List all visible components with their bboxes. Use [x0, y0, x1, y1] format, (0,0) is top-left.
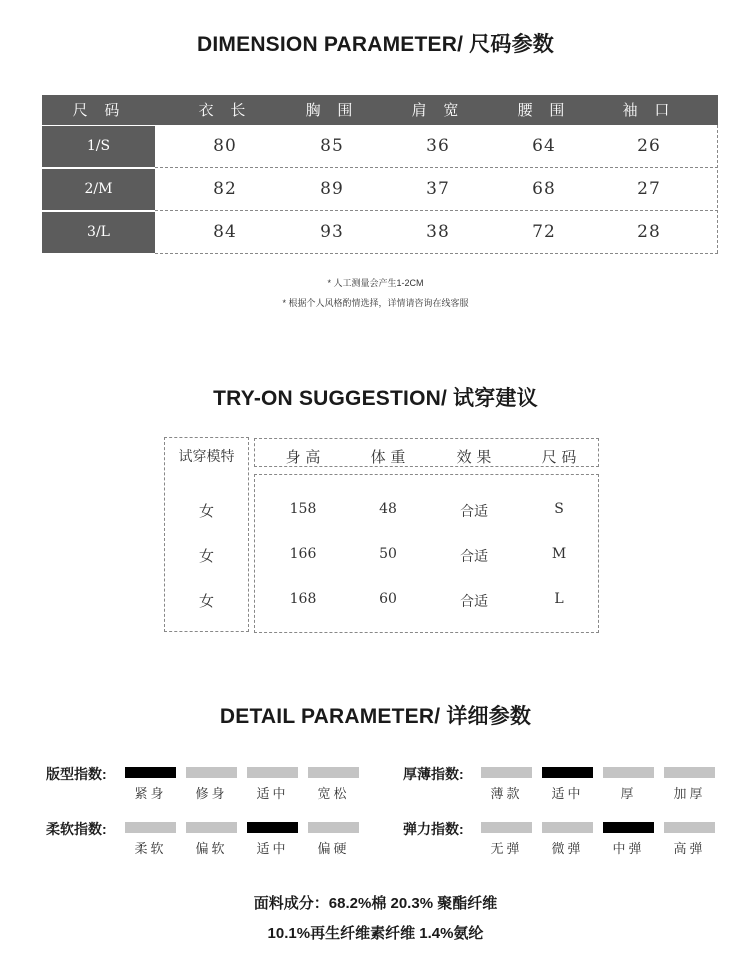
level-option-label: 无弹: [490, 841, 523, 856]
tryon-height-cell: 168: [289, 591, 317, 607]
tryon-header-cell: 效 果: [456, 448, 492, 466]
tryon-model-cell: 女: [198, 502, 214, 520]
level-bar: [186, 767, 237, 778]
tryon-height-cell: 166: [289, 546, 317, 562]
level-bar: [481, 822, 532, 833]
tryon-model-cell: 女: [198, 547, 214, 565]
level-bar: [542, 822, 593, 833]
level-bar: [247, 767, 298, 778]
tryon-size-cell: M: [551, 546, 567, 562]
dimension-header-cell: 腰 围: [517, 101, 571, 119]
dimension-value: 80: [213, 136, 237, 156]
tryon-weight-cell: 48: [379, 501, 397, 517]
level-bar: [186, 822, 237, 833]
tryon-effect-cell: 合适: [460, 594, 488, 610]
level-bar: [664, 822, 715, 833]
level-option-label: 修身: [195, 786, 228, 801]
fabric-composition-line2: 10.1%再生纤维素纤维 1.4%氨纶: [267, 925, 484, 942]
level-option-label: 柔软: [134, 841, 167, 856]
tryon-title: TRY-ON SUGGESTION/ 试穿建议: [213, 387, 538, 410]
level-option-label: 加厚: [673, 786, 706, 801]
level-bar-selected: [247, 822, 298, 833]
detail-title: DETAIL PARAMETER/ 详细参数: [219, 705, 532, 728]
dimension-value: 89: [320, 179, 344, 199]
tryon-size-cell: S: [554, 501, 564, 517]
level-option-label: 厚: [620, 786, 637, 801]
dimension-title: DIMENSION PARAMETER/ 尺码参数: [197, 33, 554, 56]
level-bar: [308, 767, 359, 778]
tryon-weight-cell: 50: [379, 546, 397, 562]
tryon-effect-cell: 合适: [460, 504, 488, 520]
dimension-header-row: [42, 95, 718, 125]
level-option-label: 微弹: [551, 841, 584, 856]
level-option-label: 薄款: [490, 786, 523, 801]
level-option-label: 偏硬: [317, 841, 350, 856]
dimension-header-cell: 肩 宽: [411, 101, 465, 119]
dimension-value: 37: [426, 179, 450, 199]
level-bar-selected: [542, 767, 593, 778]
detail-index-label: 柔软指数:: [46, 821, 107, 837]
dimension-value: 26: [637, 136, 661, 156]
level-bar: [603, 767, 654, 778]
dimension-value: 64: [532, 136, 556, 156]
fabric-composition-line1: 面料成分：68.2%棉 20.3% 聚酯纤维: [253, 895, 498, 912]
dimension-value: 72: [532, 222, 556, 242]
size-label: 2/M: [42, 169, 155, 210]
level-option-label: 高弹: [673, 841, 706, 856]
dimension-value: 93: [320, 222, 344, 242]
level-option-label: 偏软: [195, 841, 228, 856]
tryon-header-cell: 尺 码: [541, 448, 577, 466]
tryon-header-cell: 体 重: [370, 448, 406, 466]
note-choose: * 根据个人风格酌情选择，详情请咨询在线客服: [282, 298, 469, 308]
level-bar: [308, 822, 359, 833]
note-measurement: * 人工测量会产生1-2CM: [327, 278, 424, 288]
dimension-header-cell: 衣 长: [198, 101, 252, 119]
level-option-label: 中弹: [612, 841, 645, 856]
dimension-value: 27: [637, 179, 661, 199]
level-option-label: 适中: [551, 786, 584, 801]
tryon-weight-cell: 60: [379, 591, 397, 607]
tryon-size-cell: L: [554, 591, 564, 607]
detail-index-label: 版型指数:: [46, 766, 107, 782]
dimension-value: 38: [426, 222, 450, 242]
dimension-value: 84: [213, 222, 237, 242]
dimension-header-cell: 袖 口: [622, 101, 676, 119]
dimension-value: 68: [532, 179, 556, 199]
dimension-header-cell: 尺 码: [72, 101, 126, 119]
dimension-value: 36: [426, 136, 450, 156]
tryon-model-header: 试穿模特: [178, 449, 235, 465]
dimension-value: 82: [213, 179, 237, 199]
level-option-label: 紧身: [134, 786, 167, 801]
size-label: 3/L: [42, 212, 155, 253]
level-bar-selected: [603, 822, 654, 833]
detail-index-label: 厚薄指数:: [403, 766, 464, 782]
tryon-header-cell: 身 高: [285, 448, 321, 466]
dimension-value: 85: [320, 136, 344, 156]
level-bar-selected: [125, 767, 176, 778]
level-option-label: 宽松: [317, 786, 350, 801]
level-option-label: 适中: [256, 786, 289, 801]
detail-index-label: 弹力指数:: [403, 821, 464, 837]
dimension-table: [42, 95, 718, 253]
level-option-label: 适中: [256, 841, 289, 856]
size-label: 1/S: [42, 126, 155, 167]
level-bar: [664, 767, 715, 778]
level-bar: [125, 822, 176, 833]
level-bar: [481, 767, 532, 778]
dimension-header-cell: 胸 围: [305, 101, 359, 119]
tryon-model-cell: 女: [198, 592, 214, 610]
dimension-value: 28: [637, 222, 661, 242]
tryon-height-cell: 158: [289, 501, 317, 517]
tryon-effect-cell: 合适: [460, 549, 488, 565]
